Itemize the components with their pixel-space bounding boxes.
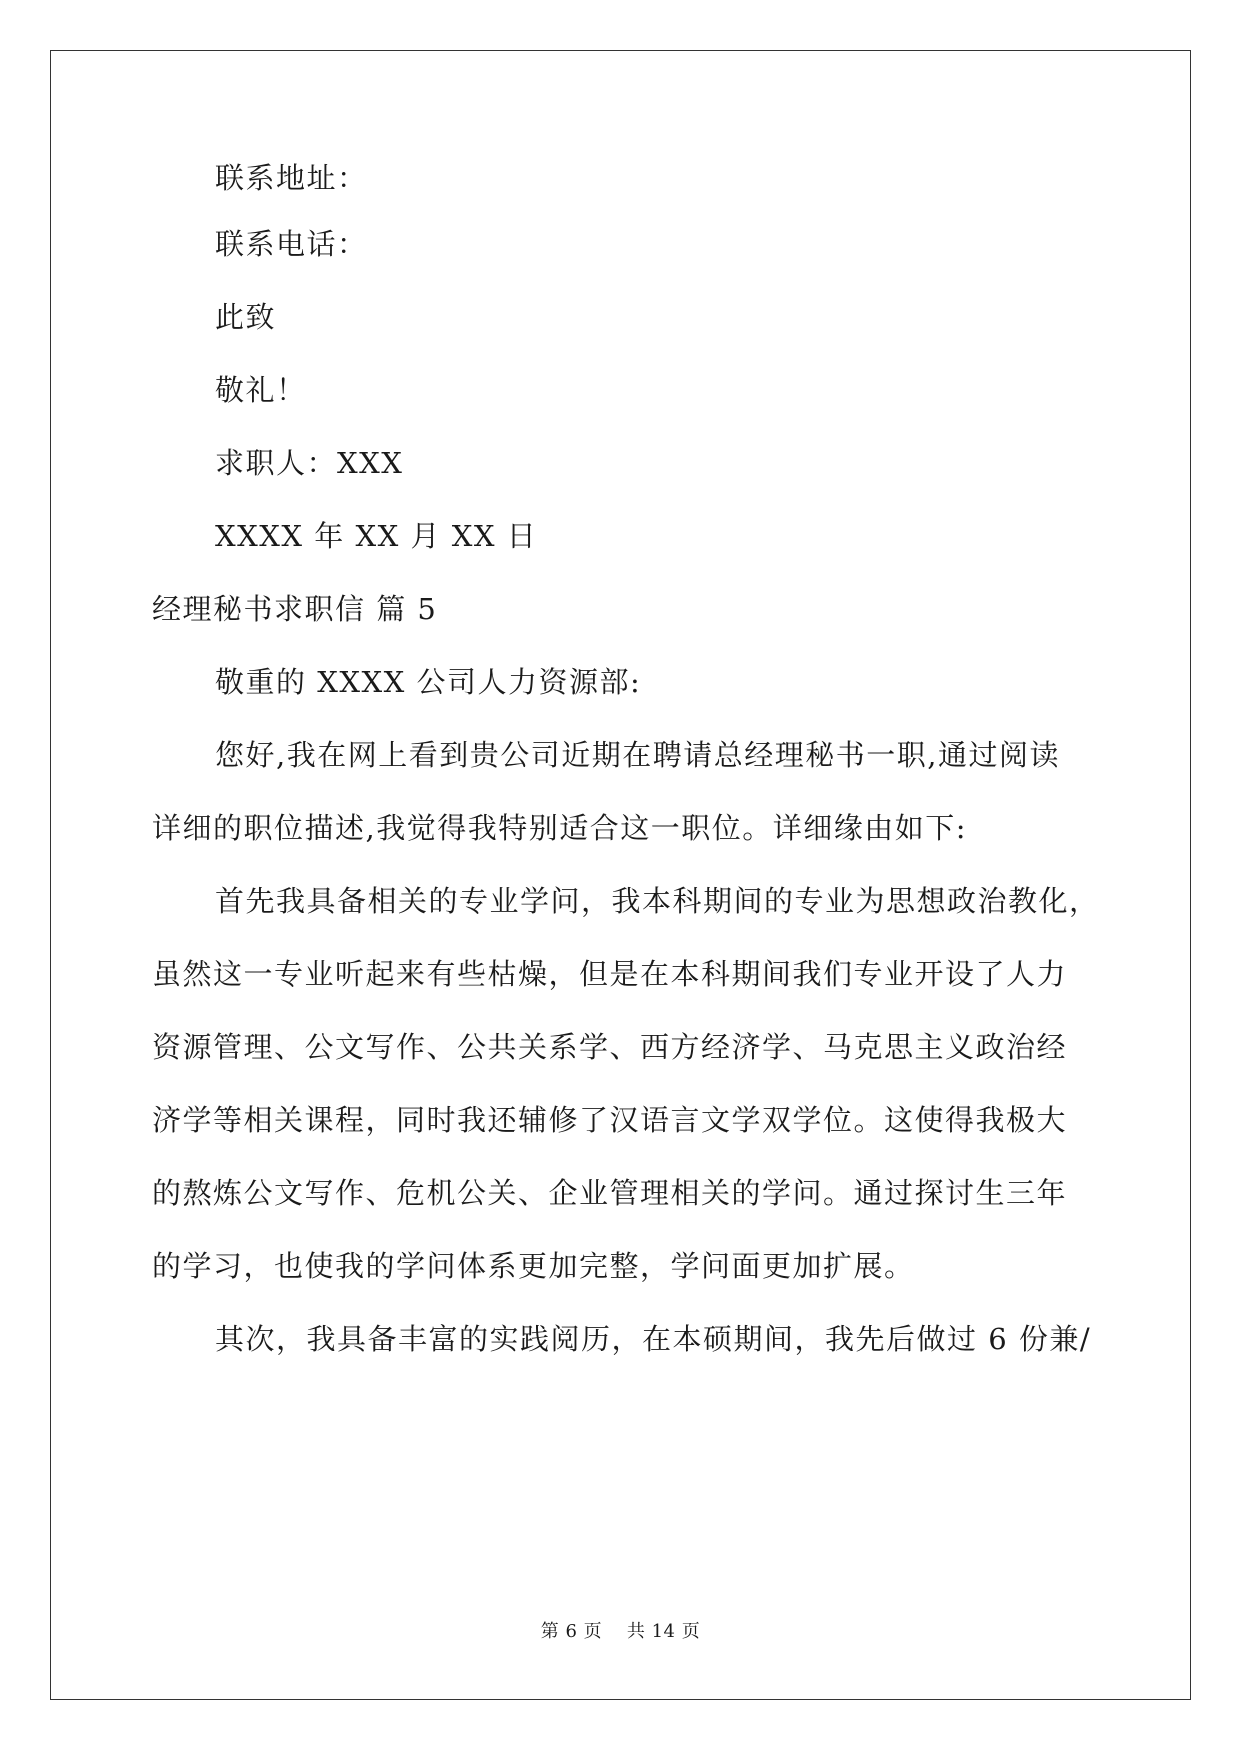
letter-greeting: 敬重的 XXXX 公司人力资源部: bbox=[215, 665, 642, 699]
paragraph-line: 的熬炼公文写作、危机公关、企业管理相关的学问。通过探讨生三年 bbox=[152, 1176, 1068, 1210]
contact-phone-label: 联系电话： bbox=[215, 227, 368, 261]
contact-address-label: 联系地址： bbox=[215, 161, 368, 195]
paragraph-line: 详细的职位描述,我觉得我特别适合这一职位。详细缘由如下: bbox=[152, 811, 967, 845]
applicant-signature: 求职人：XXX bbox=[215, 446, 404, 480]
letter-date: XXXX 年 XX 月 XX 日 bbox=[215, 519, 538, 553]
paragraph-line: 济学等相关课程，同时我还辅修了汉语言文学双学位。这使得我极大 bbox=[152, 1103, 1068, 1137]
paragraph-line: 的学习，也使我的学问体系更加完整，学问面更加扩展。 bbox=[152, 1249, 915, 1283]
section-heading: 经理秘书求职信 篇 5 bbox=[152, 592, 438, 626]
paragraph-line: 虽然这一专业听起来有些枯燥，但是在本科期间我们专业开设了人力 bbox=[152, 957, 1068, 991]
paragraph-line: 首先我具备相关的专业学问，我本科期间的专业为思想政治教化， bbox=[215, 884, 1100, 918]
closing-regards: 敬礼！ bbox=[215, 373, 307, 407]
page-number-footer: 第 6 页 共 14 页 bbox=[540, 1621, 701, 1642]
closing-salutation: 此致 bbox=[215, 300, 277, 334]
paragraph-line: 资源管理、公文写作、公共关系学、西方经济学、马克思主义政治经 bbox=[152, 1030, 1068, 1064]
paragraph-line: 其次，我具备丰富的实践阅历，在本硕期间，我先后做过 6 份兼/ bbox=[215, 1322, 1092, 1356]
paragraph-line: 您好,我在网上看到贵公司近期在聘请总经理秘书一职,通过阅读 bbox=[215, 738, 1060, 772]
